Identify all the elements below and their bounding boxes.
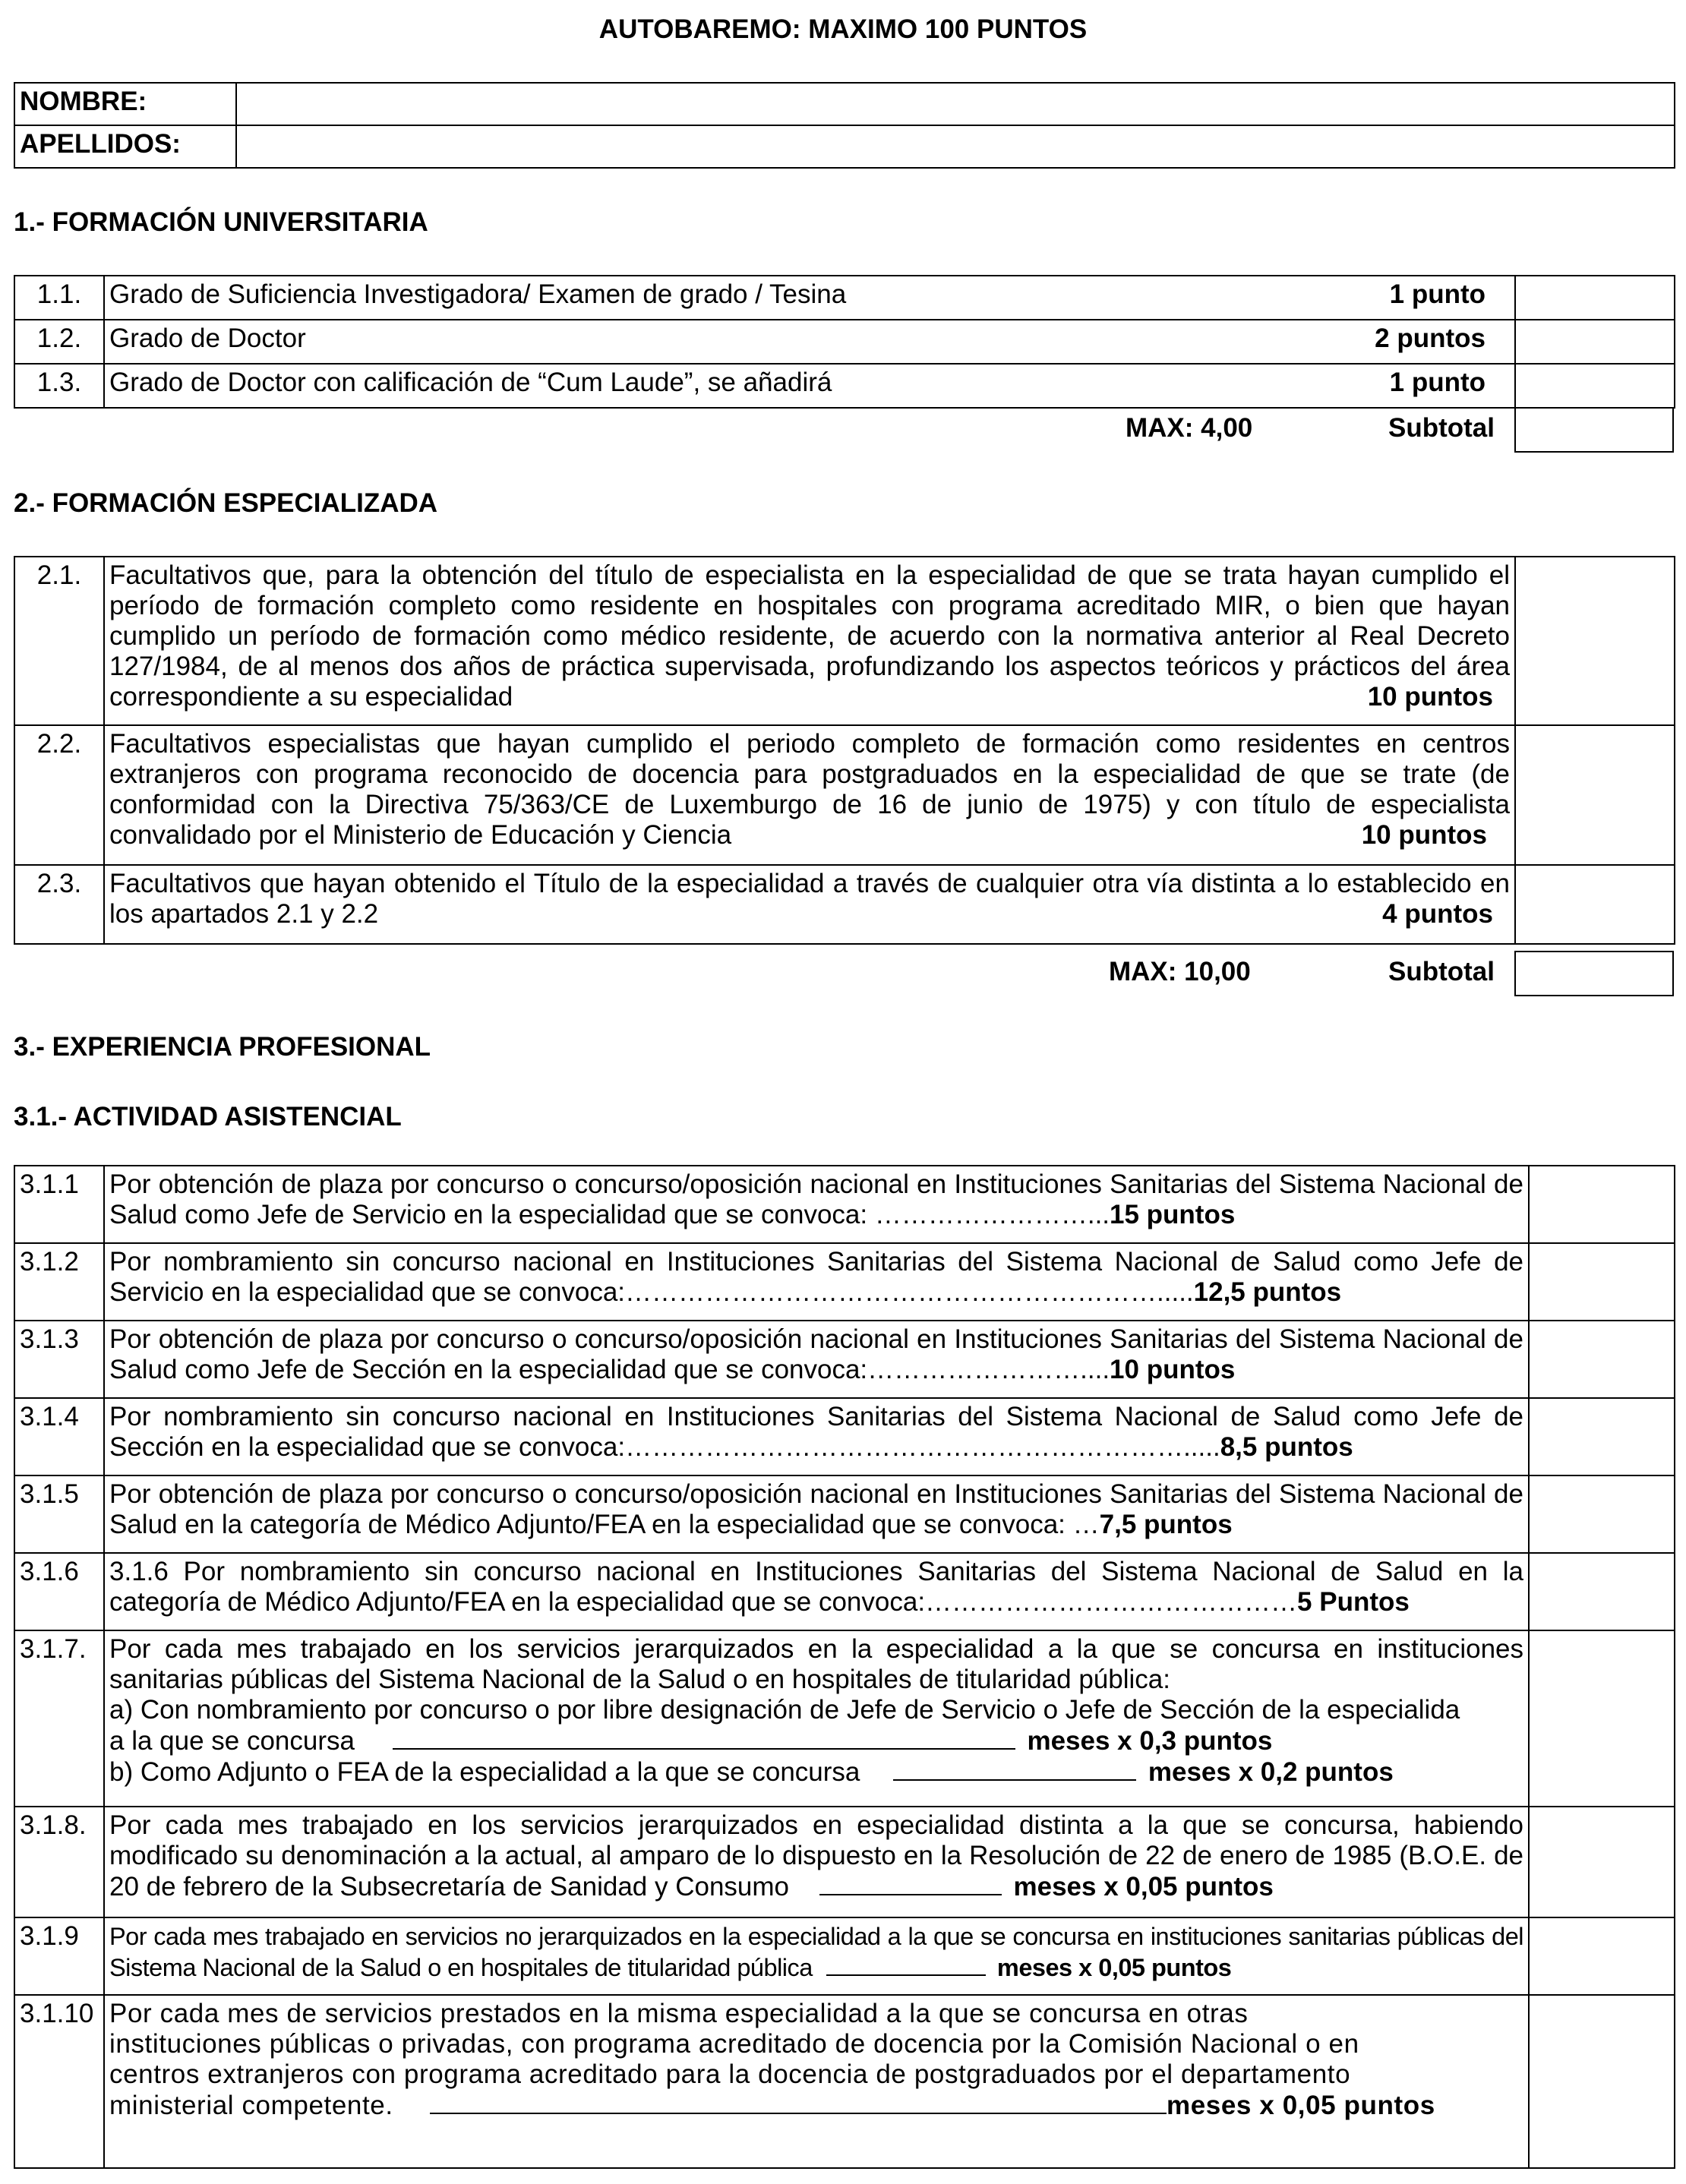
table-row: [14, 1398, 1675, 1475]
option-a-points: meses x 0,3 puntos: [1027, 1726, 1273, 1756]
row-text: [104, 557, 1515, 725]
row-points: meses x 0,05 puntos: [1013, 1872, 1274, 1902]
row-text: [104, 1398, 1529, 1475]
score-cell[interactable]: [1529, 1995, 1675, 2168]
option-b-points: meses x 0,2 puntos: [1148, 1757, 1394, 1787]
row-text: [104, 1807, 1529, 1917]
table-row: [14, 1321, 1675, 1398]
score-cell[interactable]: [1515, 276, 1675, 320]
name-field[interactable]: [236, 83, 1675, 125]
row-number: 3.1.6: [14, 1553, 104, 1630]
row-points: 10 puntos: [1110, 1355, 1236, 1384]
row-text: [104, 1166, 1529, 1243]
score-cell[interactable]: [1529, 1166, 1675, 1243]
row-text: [104, 1553, 1529, 1630]
personal-data-table: [14, 82, 1675, 169]
table-row: [14, 725, 1675, 865]
table-row: [14, 1553, 1675, 1630]
row-points: 5 Puntos: [1297, 1587, 1410, 1617]
score-cell[interactable]: [1529, 1243, 1675, 1321]
row-points: 1 punto: [1389, 368, 1486, 397]
section2-heading: 2.- FORMACIÓN ESPECIALIZADA: [14, 488, 438, 518]
row-description: Por obtención de plaza por concurso o concurso/oposición nacional en Instituciones Sanitarias del Sistema Nacional de Salud como Jefe de Servicio en la especialidad que se convoca: ……………………...: [109, 1169, 1523, 1229]
table-row: [14, 1807, 1675, 1917]
table-row: [14, 1917, 1675, 1995]
section3-table: [14, 1165, 1675, 2169]
score-cell[interactable]: [1529, 1630, 1675, 1807]
row-points: meses x 0,05 puntos: [1167, 2091, 1435, 2120]
section3-subheading: 3.1.- ACTIVIDAD ASISTENCIAL: [14, 1102, 402, 1131]
row-text: [104, 364, 1515, 408]
months-field[interactable]: [430, 2090, 1167, 2114]
score-cell[interactable]: [1529, 1553, 1675, 1630]
section2-subtotal-field[interactable]: [1514, 951, 1674, 996]
row-points: 1 punto: [1389, 279, 1486, 309]
row-number: 3.1.1: [14, 1166, 104, 1243]
section1-heading: 1.- FORMACIÓN UNIVERSITARIA: [14, 207, 428, 237]
months-b-field[interactable]: [893, 1756, 1136, 1781]
section2-table: [14, 556, 1675, 945]
table-row: [14, 1995, 1675, 2168]
row-points: 10 puntos: [1367, 682, 1493, 712]
score-cell[interactable]: [1529, 1321, 1675, 1398]
row-text: [104, 865, 1515, 944]
months-field[interactable]: [819, 1871, 1002, 1895]
table-row: [14, 557, 1675, 725]
row-description: Por cada mes trabajado en los servicios jerarquizados en la especialidad a la que se concursa en instituciones sanitarias públicas del Sistema Nacional de la Salud o en hospitales de titularidad pública:: [109, 1634, 1523, 1694]
section1-subtotal-label: Subtotal: [1388, 413, 1495, 443]
row-number: 3.1.5: [14, 1475, 104, 1553]
row-number: 3.1.4: [14, 1398, 104, 1475]
row-description-line-3: centros extranjeros con programa acreditado para la docencia de postgraduados por el departamento: [109, 2059, 1351, 2089]
row-number: 1.2.: [14, 320, 104, 364]
score-cell[interactable]: [1515, 557, 1675, 725]
option-b-text: b) Como Adjunto o FEA de la especialidad a la que se concursa: [109, 1757, 860, 1787]
row-text: [104, 1475, 1529, 1553]
name-label: NOMBRE:: [14, 83, 236, 125]
row-number: 3.1.10: [14, 1995, 104, 2168]
row-points: 8,5 puntos: [1220, 1432, 1353, 1462]
section1-max: MAX: 4,00: [1126, 413, 1253, 443]
surname-label: APELLIDOS:: [14, 125, 236, 168]
row-number: 3.1.7.: [14, 1630, 104, 1807]
table-row: [14, 364, 1675, 408]
section1-subtotal-field[interactable]: [1514, 407, 1674, 453]
row-description: Por obtención de plaza por concurso o concurso/oposición nacional en Instituciones Sanitarias del Sistema Nacional de Salud como Jefe de Sección en la especialidad que se convoca:……………………....: [109, 1324, 1523, 1384]
row-text: [104, 320, 1515, 364]
row-text: [104, 1995, 1529, 2168]
score-cell[interactable]: [1515, 725, 1675, 865]
row-description: Facultativos que, para la obtención del título de especialista en la especialidad de que se trata hayan cumplido el período de formación completo como residente en hospitales con programa acreditado MIR, o bien que hayan cumplido un período de formación como médico residente, de acuerdo con la normativa anterior al Real Decreto 127/1984, de al menos dos años de práctica supervisada, profundizando los aspectos teóricos y prácticos del área correspondiente a su especialidad: [109, 560, 1510, 712]
row-description: Por nombramiento sin concurso nacional en Instituciones Sanitarias del Sistema Nacional de Salud como Jefe de Sección en la especialidad que se convoca:……………………………………………………….....: [109, 1402, 1523, 1462]
score-cell[interactable]: [1529, 1475, 1675, 1553]
score-cell: [1515, 364, 1675, 408]
row-description: Facultativos especialistas que hayan cumplido el periodo completo de formación como residentes en centros extranjeros con programa reconocido de docencia para postgraduados en la especialidad de que se trate (de conformidad con la Directiva 75/363/CE de Luxemburgo de 16 de junio de 1975) y con título de especialista convalidado por el Ministerio de Educación y Ciencia: [109, 729, 1510, 850]
score-cell[interactable]: [1515, 865, 1675, 944]
table-row: [14, 1243, 1675, 1321]
row-text: [104, 725, 1515, 865]
row-description: Facultativos que hayan obtenido el Título de la especialidad a través de cualquier otra vía distinta a lo establecido en los apartados 2.1 y 2.2: [109, 869, 1510, 929]
row-description-line-4: ministerial competente.: [109, 2091, 393, 2120]
row-description: Grado de Doctor con calificación de “Cum Laude”, se añadirá: [109, 368, 832, 397]
row-number: 2.1.: [14, 557, 104, 725]
section3-heading: 3.- EXPERIENCIA PROFESIONAL: [14, 1032, 431, 1062]
row-points: 10 puntos: [1361, 820, 1487, 850]
row-number: 3.1.2: [14, 1243, 104, 1321]
row-number: 1.1.: [14, 276, 104, 320]
score-cell[interactable]: [1529, 1398, 1675, 1475]
surname-field[interactable]: [236, 125, 1675, 168]
row-number: 3.1.3: [14, 1321, 104, 1398]
table-row: [14, 320, 1675, 364]
row-description-line-2: instituciones públicas o privadas, con programa acreditado de docencia por la Comisión Nacional o en: [109, 2029, 1359, 2059]
section2-subtotal-label: Subtotal: [1388, 957, 1495, 986]
table-row: [14, 276, 1675, 320]
score-cell[interactable]: [1529, 1807, 1675, 1917]
option-a-text: a) Con nombramiento por concurso o por libre designación de Jefe de Servicio o Jefe de Sección de la especialida: [109, 1695, 1460, 1725]
table-row: [14, 1166, 1675, 1243]
table-row: [14, 1475, 1675, 1553]
row-description-line-1: Por cada mes de servicios prestados en la misma especialidad a la que se concursa en otras: [109, 1999, 1249, 2028]
row-points: 12,5 puntos: [1193, 1277, 1342, 1307]
row-description: Por cada mes trabajado en servicios no jerarquizados en la especialidad a la que se concursa en instituciones sanitarias públicas del Sistema Nacional de la Salud o en hospitales de titularidad pública: [109, 1923, 1523, 1981]
row-number: 3.1.9: [14, 1917, 104, 1995]
row-text: [104, 1321, 1529, 1398]
row-description: Grado de Suficiencia Investigadora/ Examen de grado / Tesina: [109, 279, 847, 309]
row-points: 7,5 puntos: [1099, 1510, 1233, 1539]
row-description: Por nombramiento sin concurso nacional en Instituciones Sanitarias del Sistema Nacional de Salud como Jefe de Servicio en la especialidad que se convoca:…………………………………………………….....: [109, 1247, 1523, 1307]
row-number: 1.3.: [14, 364, 104, 408]
page-title: AUTOBAREMO: MAXIMO 100 PUNTOS: [598, 14, 1088, 44]
row-text: [104, 1917, 1529, 1995]
table-row: [14, 865, 1675, 944]
row-number: 2.2.: [14, 725, 104, 865]
row-text: [104, 1630, 1529, 1807]
row-description: Grado de Doctor: [109, 323, 306, 353]
row-description: 3.1.6 Por nombramiento sin concurso nacional en Instituciones Sanitarias del Sistema Nacional de Salud en la categoría de Médico Adjunto/FEA en la especialidad que se convoca:……………………………………: [109, 1557, 1523, 1617]
row-number: 3.1.8.: [14, 1807, 104, 1917]
row-points: meses x 0,05 puntos: [996, 1954, 1232, 1981]
table-row: [14, 1630, 1675, 1807]
row-points: 15 puntos: [1110, 1200, 1236, 1229]
score-cell[interactable]: [1515, 320, 1675, 364]
row-points: 2 puntos: [1375, 323, 1486, 353]
section1-table: [14, 275, 1675, 409]
row-number: 2.3.: [14, 865, 104, 944]
row-text: [104, 1243, 1529, 1321]
score-cell[interactable]: [1529, 1917, 1675, 1995]
months-a-field[interactable]: [393, 1725, 1015, 1750]
section2-max: MAX: 10,00: [1109, 957, 1251, 986]
months-field[interactable]: [826, 1952, 986, 1976]
row-description: Por obtención de plaza por concurso o concurso/oposición nacional en Instituciones Sanitarias del Sistema Nacional de Salud en la categoría de Médico Adjunto/FEA en la especialidad que se convoca: …: [109, 1479, 1523, 1539]
row-points: 4 puntos: [1382, 899, 1493, 929]
row-text: [104, 276, 1515, 320]
option-a-text-cont: a la que se concursa: [109, 1726, 355, 1756]
row-description: Por cada mes trabajado en los servicios jerarquizados en especialidad distinta a la que se concursa, habiendo modificado su denominación a la actual, al amparo de lo dispuesto en la Resolución de 22 de enero de 1985 (B.O.E. de 20 de febrero de la Subsecretaría de Sanidad y Consumo: [109, 1810, 1523, 1902]
